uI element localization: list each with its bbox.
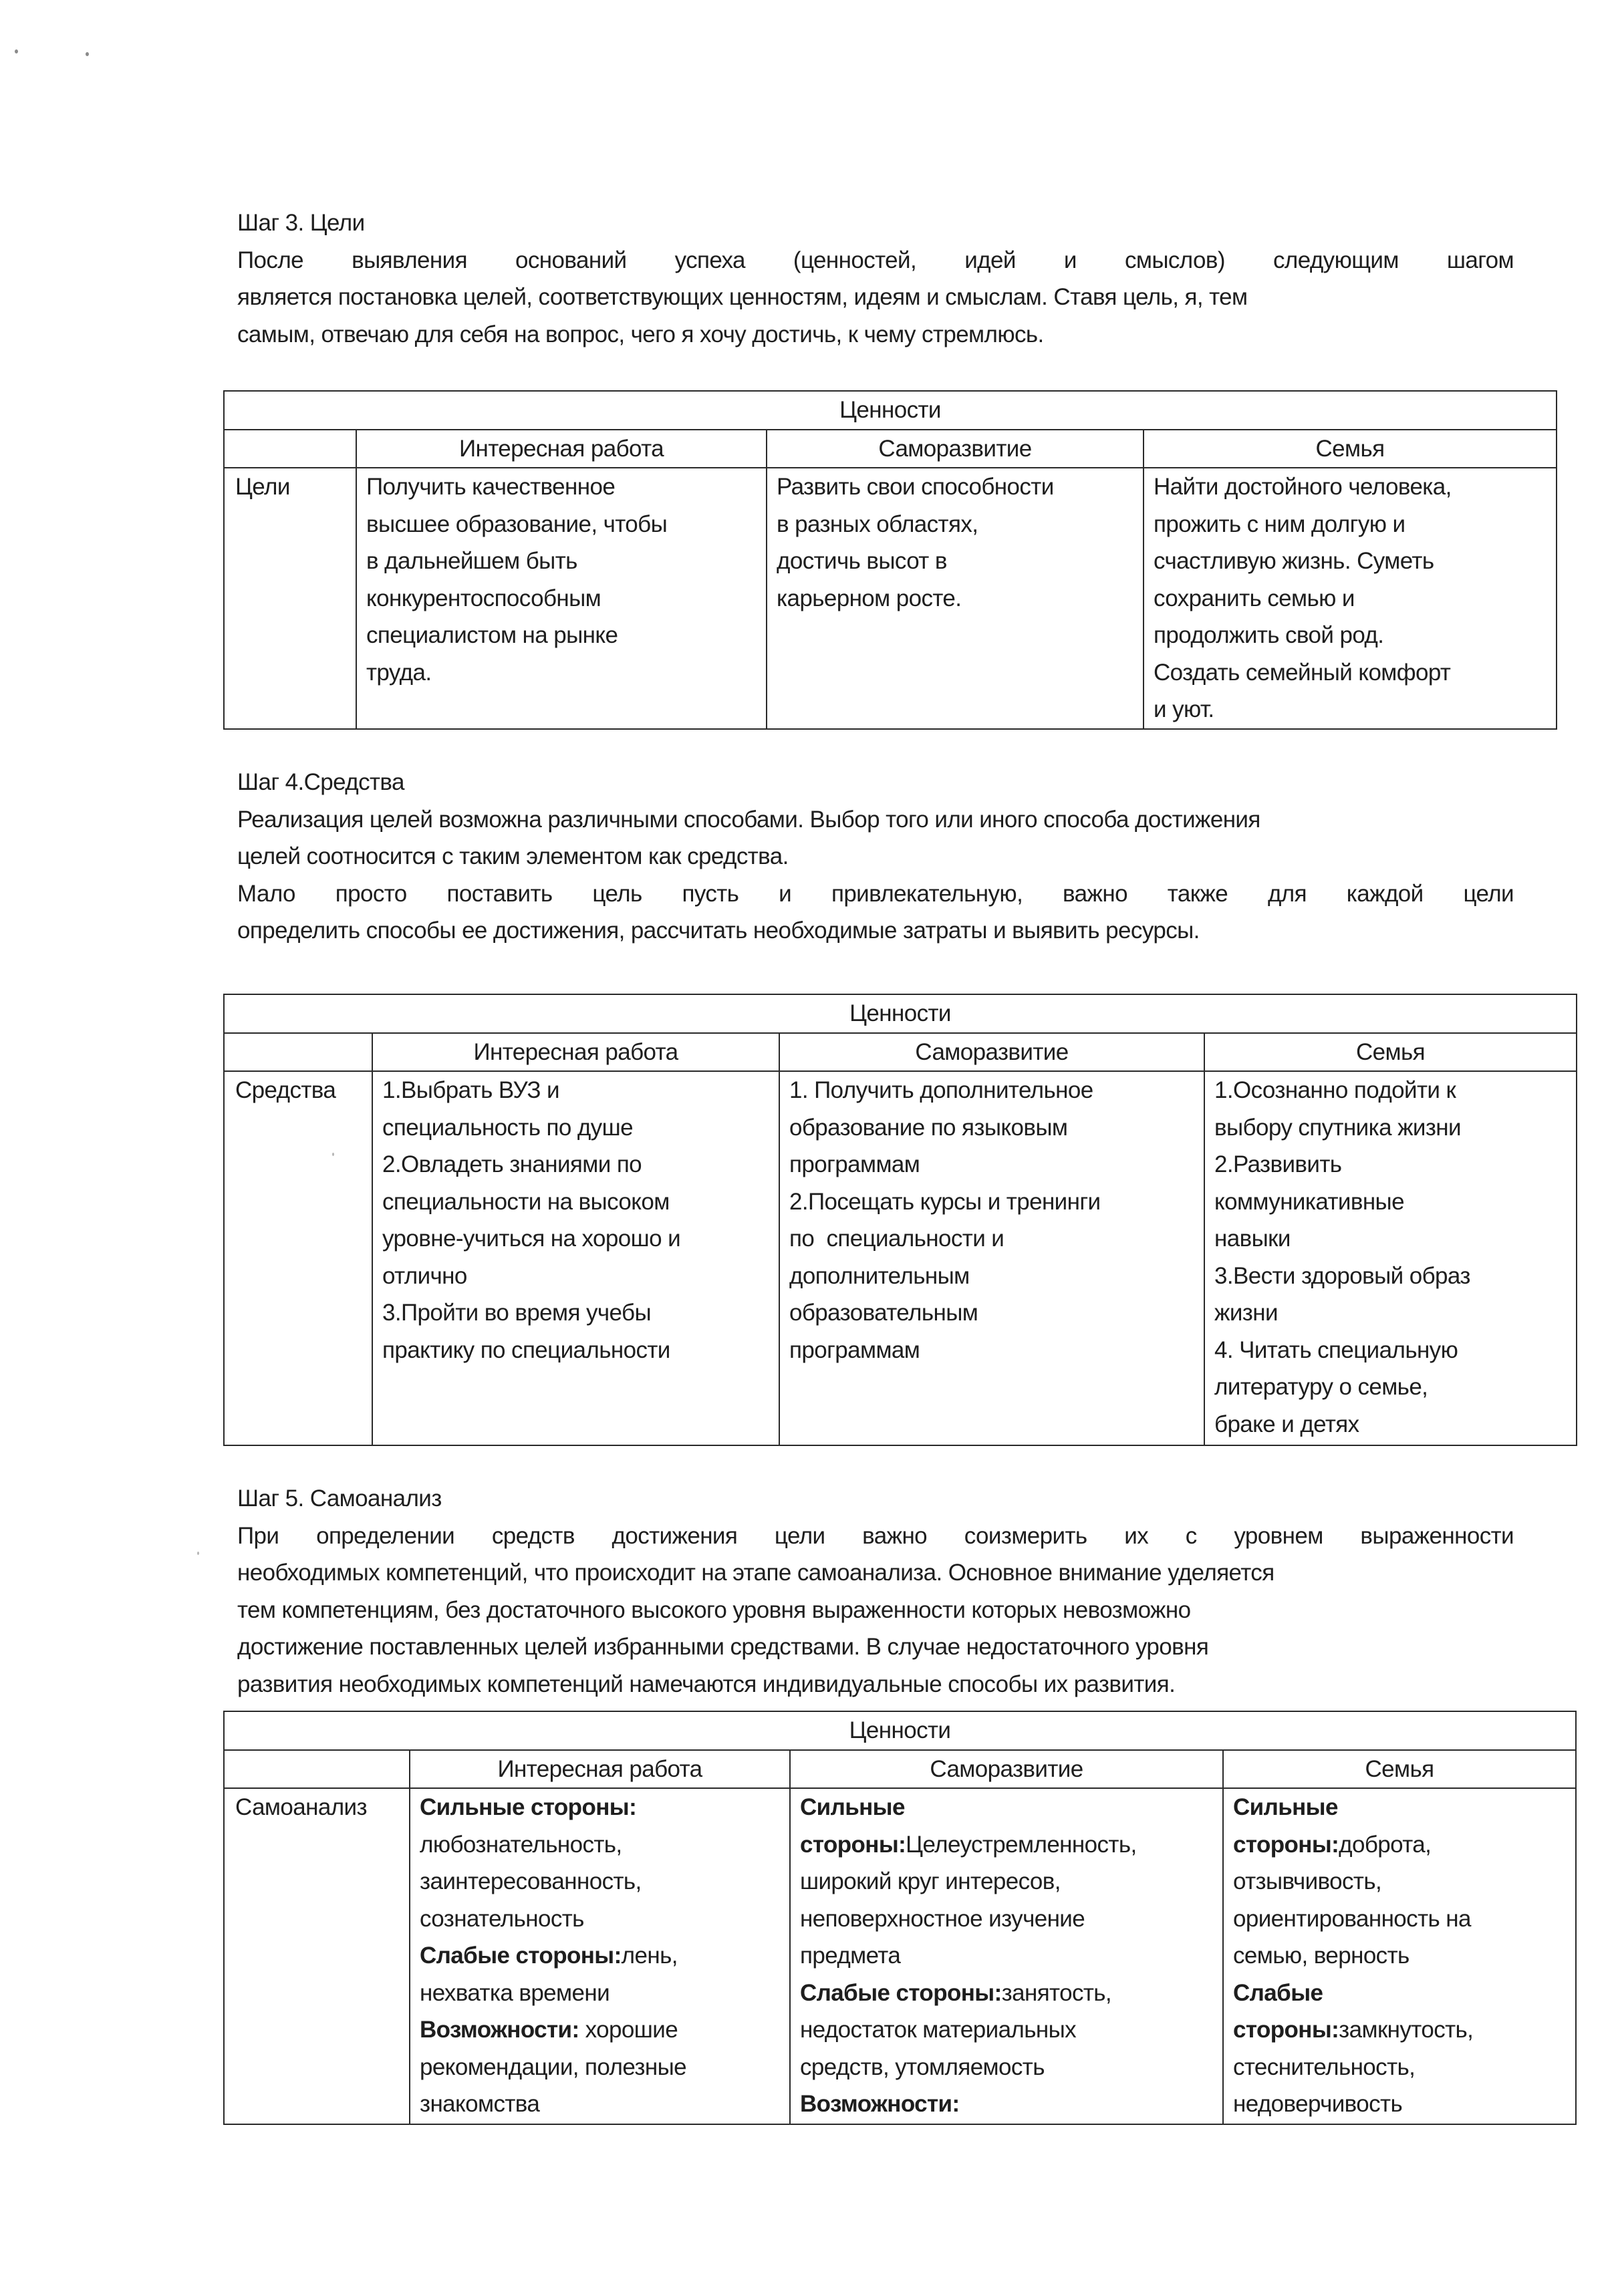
paragraph-line: достижение поставленных целей избранными средствами. В случае недостаточного уровня xyxy=(237,1634,1209,1660)
goals-table xyxy=(223,390,1557,730)
cell-line: программам xyxy=(789,1151,920,1177)
cell-text: недостаток материальных xyxy=(800,2017,1077,2043)
means-cell-interesting-work xyxy=(372,1071,779,1445)
cell-line: Развить свои способности xyxy=(777,474,1054,500)
bold-label: Слабые стороны: xyxy=(420,1943,622,1969)
cell-line: в дальнейшем быть xyxy=(366,548,577,574)
step5-paragraph xyxy=(237,1518,1514,1703)
cell-text: доброта, xyxy=(1339,1831,1432,1858)
column-header-self-development: Саморазвитие xyxy=(779,1033,1204,1072)
cell-line xyxy=(800,1826,1213,1864)
paragraph-line: самым, отвечаю для себя на вопрос, чего я хочу достичь, к чему стремлюсь. xyxy=(237,321,1044,347)
cell-line xyxy=(800,1975,1213,2012)
cell-line: конкурентоспособным xyxy=(366,585,601,611)
cell-line: образовательным xyxy=(789,1300,978,1326)
column-header-family: Семья xyxy=(1144,430,1557,468)
step3-paragraph xyxy=(237,242,1514,353)
cell-line xyxy=(420,1863,780,1900)
cell-text: знакомства xyxy=(420,2091,540,2117)
cell-line: Найти достойного человека, xyxy=(1154,474,1452,500)
bold-label: Сильные xyxy=(1233,1794,1338,1820)
cell-line: 2.Посещать курсы и тренинги xyxy=(789,1188,1101,1215)
column-header-self-development: Саморазвитие xyxy=(767,430,1144,468)
cell-line: программам xyxy=(789,1336,920,1363)
bold-label: Возможности: xyxy=(420,2017,579,2043)
paragraph-line: При определении средств достижения цели важно соизмерить их с уровнем выраженности xyxy=(237,1522,1514,1549)
empty-corner-cell xyxy=(224,1033,372,1072)
cell-text: замкнутость, xyxy=(1339,2017,1474,2043)
values-header: Ценности xyxy=(224,391,1557,430)
column-header-family: Семья xyxy=(1204,1033,1577,1072)
step3-section xyxy=(237,204,1514,353)
cell-line: Получить качественное xyxy=(366,474,616,500)
column-header-interesting-work: Интересная работа xyxy=(410,1750,790,1789)
cell-line: 3.Пройти во время учебы xyxy=(382,1300,651,1326)
cell-line: 2.Овладеть знаниями по xyxy=(382,1151,642,1177)
cell-line: специалистом на рынке xyxy=(366,622,618,648)
scan-speck xyxy=(332,1153,334,1156)
paragraph-line: определить способы ее достижения, рассчитать необходимые затраты и выявить ресурсы. xyxy=(237,917,1200,944)
step5-section xyxy=(237,1480,1514,1703)
cell-line xyxy=(1233,1863,1566,1900)
cell-line xyxy=(800,2086,1213,2123)
column-header-self-development: Саморазвитие xyxy=(790,1750,1223,1789)
bold-label: Слабые стороны: xyxy=(800,1979,1002,2006)
cell-line xyxy=(420,1937,780,1975)
cell-line xyxy=(420,1900,780,1938)
cell-text: средств, утомляемость xyxy=(800,2053,1045,2080)
goals-cell-self-development xyxy=(767,468,1144,729)
cell-line: прожить с ним долгую и xyxy=(1154,511,1405,537)
paragraph-line: После выявления оснований успеха (ценностей, идей и смыслов) следующим шагом xyxy=(237,247,1514,273)
bold-label: стороны: xyxy=(1233,2017,1339,2043)
cell-line: карьерном росте. xyxy=(777,585,962,611)
cell-text: ориентированность на xyxy=(1233,1905,1471,1932)
cell-line xyxy=(1233,1826,1566,1864)
scan-speck xyxy=(86,52,89,56)
cell-text: широкий круг интересов, xyxy=(800,1868,1061,1894)
column-header-interesting-work: Интересная работа xyxy=(356,430,767,468)
cell-line xyxy=(1233,2011,1566,2049)
self-analysis-table xyxy=(223,1711,1577,2125)
cell-line: дополнительным xyxy=(789,1262,970,1289)
cell-line xyxy=(800,1863,1213,1900)
cell-line: 2.Развивить xyxy=(1214,1151,1342,1177)
cell-line xyxy=(420,1826,780,1864)
paragraph-line: Реализация целей возможна различными способами. Выбор того или иного способа достижения xyxy=(237,806,1260,833)
values-header: Ценности xyxy=(224,1711,1576,1750)
cell-line: Создать семейный комфорт xyxy=(1154,659,1451,686)
bold-label: Возможности: xyxy=(800,2091,960,2117)
cell-line xyxy=(800,1789,1213,1826)
cell-line xyxy=(1233,1789,1566,1826)
paragraph-line: Мало просто поставить цель пусть и привлекательную, важно также для каждой цели xyxy=(237,880,1514,907)
paragraph-line: является постановка целей, соответствующих ценностям, идеям и смыслам. Ставя цель, я, тем xyxy=(237,284,1248,310)
cell-line xyxy=(420,2011,780,2049)
cell-line: сохранить семью и xyxy=(1154,585,1355,611)
cell-line: достичь высот в xyxy=(777,548,947,574)
scan-speck xyxy=(15,49,18,53)
means-table xyxy=(223,994,1577,1446)
scan-speck xyxy=(197,1552,199,1555)
means-cell-self-development xyxy=(779,1071,1204,1445)
cell-line: 3.Вести здоровый образ xyxy=(1214,1262,1470,1289)
cell-text: любознательность, xyxy=(420,1831,622,1858)
self-analysis-cell-interesting-work xyxy=(410,1788,790,2124)
row-label-means: Средства xyxy=(224,1071,372,1445)
empty-corner-cell xyxy=(224,1750,410,1789)
cell-line xyxy=(800,2049,1213,2086)
cell-text: сознательность xyxy=(420,1905,584,1932)
cell-text: рекомендации, полезные xyxy=(420,2053,687,2080)
cell-line: высшее образование, чтобы xyxy=(366,511,668,537)
paragraph-line: необходимых компетенций, что происходит на этапе самоанализа. Основное внимание уделяется xyxy=(237,1560,1274,1586)
cell-text: недоверчивость xyxy=(1233,2091,1403,2117)
bold-label: стороны: xyxy=(800,1831,906,1858)
cell-text: неповерхностное изучение xyxy=(800,1905,1085,1932)
cell-line xyxy=(420,2086,780,2123)
cell-text: отзывчивость, xyxy=(1233,1868,1382,1894)
empty-corner-cell xyxy=(224,430,356,468)
bold-label: Сильные xyxy=(800,1794,905,1820)
cell-line: 1.Осознанно подойти к xyxy=(1214,1077,1456,1103)
cell-line xyxy=(800,1937,1213,1975)
cell-text: предмета xyxy=(800,1943,901,1969)
step4-paragraph xyxy=(237,801,1514,950)
cell-line: продолжить свой род. xyxy=(1154,622,1384,648)
goals-cell-interesting-work xyxy=(356,468,767,729)
cell-line: специальности на высоком xyxy=(382,1188,670,1215)
column-header-interesting-work: Интересная работа xyxy=(372,1033,779,1072)
paragraph-line: тем компетенциям, без достаточного высокого уровня выраженности которых невозможно xyxy=(237,1596,1191,1623)
cell-line xyxy=(1233,1937,1566,1975)
cell-line: выбору спутника жизни xyxy=(1214,1114,1461,1141)
row-label-self-analysis: Самоанализ xyxy=(224,1788,410,2124)
cell-text: семью, верность xyxy=(1233,1943,1410,1969)
values-header: Ценности xyxy=(224,994,1577,1033)
cell-line: 4. Читать специальную xyxy=(1214,1336,1458,1363)
bold-label: стороны: xyxy=(1233,1831,1339,1858)
cell-text: заинтересованность, xyxy=(420,1868,642,1894)
cell-text: Целеустремленность, xyxy=(906,1831,1137,1858)
cell-line xyxy=(420,1975,780,2012)
cell-line: коммуникативные xyxy=(1214,1188,1404,1215)
cell-line: уровне-учиться на хорошо и xyxy=(382,1226,681,1252)
cell-line xyxy=(1233,1900,1566,1938)
goals-cell-family xyxy=(1144,468,1557,729)
cell-line: 1. Получить дополнительное xyxy=(789,1077,1093,1103)
paragraph-line: целей соотносится с таким элементом как средства. xyxy=(237,843,789,869)
cell-line xyxy=(800,1900,1213,1938)
cell-text: стеснительность, xyxy=(1233,2053,1416,2080)
cell-line: практику по специальности xyxy=(382,1336,670,1363)
means-cell-family xyxy=(1204,1071,1577,1445)
bold-label: Слабые xyxy=(1233,1979,1323,2006)
self-analysis-cell-self-development xyxy=(790,1788,1223,2124)
cell-line xyxy=(1233,2049,1566,2086)
cell-line xyxy=(1233,2086,1566,2123)
cell-line: браке и детях xyxy=(1214,1411,1359,1437)
row-label-goals: Цели xyxy=(224,468,356,729)
cell-line: счастливую жизнь. Суметь xyxy=(1154,548,1434,574)
cell-line: труда. xyxy=(366,659,432,686)
cell-line: 1.Выбрать ВУЗ и xyxy=(382,1077,559,1103)
cell-line: литературу о семье, xyxy=(1214,1374,1428,1400)
cell-text: лень, xyxy=(621,1943,678,1969)
cell-line xyxy=(420,2049,780,2086)
paragraph-line: развития необходимых компетенций намечаются индивидуальные способы их развития. xyxy=(237,1671,1176,1697)
step5-heading: Шаг 5. Самоанализ xyxy=(237,1485,442,1512)
cell-line xyxy=(1233,1975,1566,2012)
cell-line: специальность по душе xyxy=(382,1114,633,1141)
cell-text: нехватка времени xyxy=(420,1979,610,2006)
cell-line: в разных областях, xyxy=(777,511,978,537)
step3-heading: Шаг 3. Цели xyxy=(237,210,365,236)
cell-line: отлично xyxy=(382,1262,467,1289)
step4-section xyxy=(237,764,1514,950)
cell-line: и уют. xyxy=(1154,696,1214,722)
cell-line: по специальности и xyxy=(789,1226,1004,1252)
column-header-family: Семья xyxy=(1223,1750,1576,1789)
bold-label: Сильные стороны: xyxy=(420,1794,637,1820)
cell-line: навыки xyxy=(1214,1226,1291,1252)
cell-line xyxy=(800,2011,1213,2049)
cell-line xyxy=(420,1789,780,1826)
step4-heading: Шаг 4.Средства xyxy=(237,769,404,795)
cell-text: хорошие xyxy=(579,2017,678,2043)
cell-line: жизни xyxy=(1214,1300,1278,1326)
cell-text: занятость, xyxy=(1001,1979,1112,2006)
self-analysis-cell-family xyxy=(1223,1788,1576,2124)
cell-line: образование по языковым xyxy=(789,1114,1068,1141)
